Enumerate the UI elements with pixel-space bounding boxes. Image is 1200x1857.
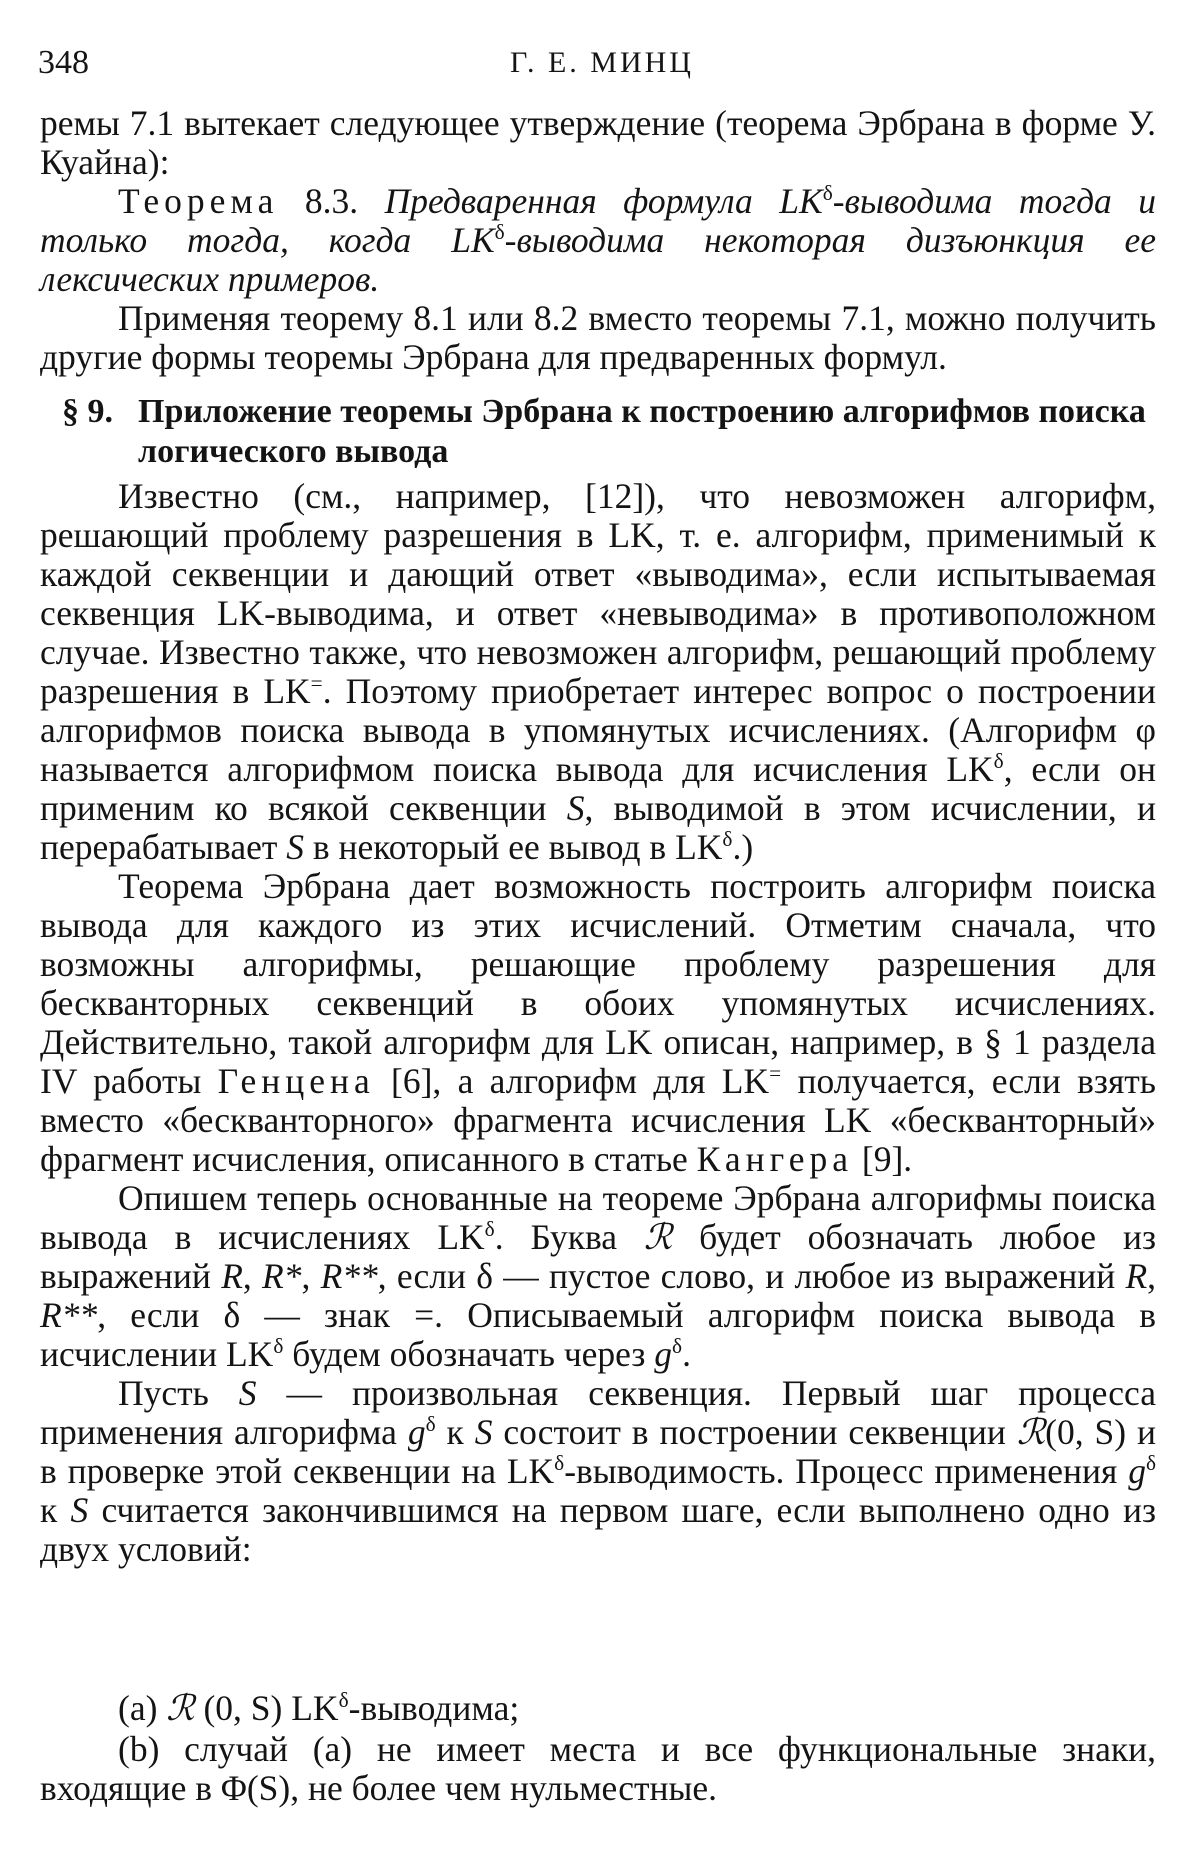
text-run: будет обозначать любое из выражений (40, 1217, 1156, 1296)
delta-sup: δ (338, 1688, 349, 1713)
delta-sup: δ (993, 749, 1004, 774)
theorem-label: Теорема (118, 181, 279, 221)
text-run: к (40, 1490, 71, 1530)
text-run: получается, если взять вместо «бескванторного» фрагмента исчисления LK «бескванторный» фрагмент исчисления, описанного в статье (40, 1061, 1156, 1179)
text-run: Теорема Эрбрана дает возможность построить алгорифм поиска вывода для каждого из этих исчислений. Отметим сначала, что возможны алгорифмы, решающие проблему разрешения для бескванторных секвенций в обоих упомянутых исчислениях. Действительно, такой алгорифм для LK описан, например, в § 1 раздела IV работы (40, 866, 1156, 1101)
script-R: ℛ (643, 1217, 673, 1257)
expr-R-star-star: R** (320, 1256, 378, 1296)
author-gentzen: Генцена (217, 1061, 375, 1101)
paragraph-describe: Опишем теперь основанные на теореме Эрбрана алгорифмы поиска вывода в исчислениях $LK^\delta$. Буква ℛ будет обозначать любое из выражений R, R*, R**, если δ — пустое слово, и любое из выражений R, R**, если δ — знак =. Описываемый алгорифм поиска вывода в исчислении $LK^\delta$ будем обозначать через $g^\delta$. (40, 1178, 1157, 1374)
script-R-args: (0, S) (203, 1688, 283, 1728)
delta-sup: δ (722, 827, 733, 852)
text-run: Пусть (118, 1373, 239, 1413)
paragraph-known (40, 477, 1156, 867)
script-R: ℛ (166, 1688, 195, 1728)
text-run: [9]. (853, 1139, 913, 1179)
condition-b (40, 1730, 1156, 1808)
condition-a (118, 1689, 1148, 1728)
theorem-number: 8.3. (304, 181, 359, 221)
expr-R: R (221, 1256, 243, 1296)
expr-R: R (1125, 1256, 1148, 1296)
theorem-8-3 (40, 182, 1156, 299)
text-run: , если он применим ко всякой секвенции (40, 749, 1156, 828)
sequent-S: S (70, 1490, 89, 1530)
delta-sup: δ (425, 1412, 436, 1437)
script-R: ℛ (1016, 1412, 1046, 1452)
text-upper (40, 104, 1156, 377)
delta-sup: δ (273, 1334, 284, 1359)
algorithm-g: g (1128, 1451, 1146, 1491)
text-run: и в проверке этой секвенции на LK (40, 1412, 1156, 1491)
text-run: к (435, 1412, 475, 1452)
page-header (38, 44, 1166, 84)
condition-label: (b) (118, 1729, 160, 1769)
section-heading (62, 392, 1152, 472)
delta-sup: δ (484, 1217, 495, 1242)
section-title: Приложение теоремы Эрбрана к построению алгорифмов поиска логического вывода (138, 393, 1146, 470)
expr-R-star: R* (262, 1256, 302, 1296)
sequent-S: S (286, 827, 304, 867)
delta-sup: δ (554, 1451, 565, 1476)
running-head: Г. Е. МИНЦ (510, 46, 694, 79)
text-run: . (682, 1334, 691, 1374)
section-number: § 9. (62, 393, 113, 430)
sequent-S: S (566, 788, 585, 828)
sequent-S: S (474, 1412, 493, 1452)
text-run: . Поэтому приобретает интерес вопрос о построении алгорифмов поиска вывода в упомянутых исчислениях. (Алгорифм φ называется алгорифмом поиска вывода для исчисления LK (40, 671, 1156, 789)
eq-sup: = (310, 671, 323, 696)
condition-label: (a) (118, 1688, 158, 1728)
paragraph-applying: Применяя теорему 8.1 или 8.2 вместо теоремы 7.1, можно получить другие формы теоремы Эрбрана для предваренных формул. (40, 298, 1156, 377)
text-run: [6], а алгорифм для LK (374, 1061, 770, 1101)
text-run: — произвольная секвенция. Первый шаг процесса применения алгорифма (40, 1373, 1156, 1452)
text-run: будем обозначать через (283, 1334, 655, 1374)
paragraph-herbrand (40, 867, 1156, 1179)
delta-sup: δ (672, 1334, 683, 1359)
paragraph-let-S (40, 1374, 1156, 1569)
author-kanger: Кангера (696, 1139, 853, 1179)
delta-sup: δ (494, 220, 505, 245)
theorem-text-2: -выводима тогда и только тогда, когда LK (40, 181, 1157, 260)
text-run: Опишем теперь основанные на теореме Эрбрана алгорифмы поиска вывода в исчислениях LK (40, 1178, 1156, 1257)
delta-sup: δ (1145, 1451, 1157, 1476)
paragraph-continuation: ремы 7.1 вытекает следующее утверждение (теорема Эрбрана в форме У. Куайна): (40, 103, 1156, 182)
sequent-S: S (238, 1373, 257, 1413)
text-run: , выводимой в этом исчислении, и перерабатывает (40, 788, 1156, 867)
eq-sup: = (769, 1061, 782, 1086)
text-run: , если δ — знак =. Описываемый алгорифм поиска вывода в исчислении LK (40, 1295, 1156, 1374)
text-run: , если δ — пустое слово, и любое из выражений (377, 1256, 1126, 1296)
text-run: -выводима; (348, 1688, 520, 1728)
text-run: . Буква (494, 1217, 644, 1257)
text-run: -выводимость. Процесс применения (564, 1451, 1129, 1491)
expr-R-star-star: R** (40, 1295, 98, 1335)
theorem-text-3: -выводима некоторая дизъюнкция ее лексических примеров. (40, 220, 1156, 299)
text-run: LK (282, 1688, 339, 1728)
text-run: .) (732, 827, 754, 867)
theorem-text-1: Предваренная формула LK (384, 181, 823, 221)
algorithm-g: g (407, 1412, 426, 1452)
text-run: в некоторый ее вывод в LK (303, 827, 723, 867)
page-number: 348 (38, 44, 89, 81)
text-run: считается закончившимся на первом шаге, если выполнено одно из двух условий: (40, 1490, 1157, 1569)
text-run: Известно (см., например, [12]), что невозможен алгорифм, решающий проблему разрешения в LK, т. е. алгорифм, применимый к каждой секвенции и дающий ответ «выводима», если испытываемая секвенция LK-выводима, и ответ «невыводима» в противоположном случае. Известно также, что невозможен алгорифм, решающий проблему разрешения в LK (40, 476, 1156, 711)
text-run: случай (a) не имеет места и все функциональные знаки, входящие в Φ(S), не более чем нульместные. (40, 1729, 1156, 1808)
delta-sup: δ (822, 181, 833, 206)
algorithm-g: g (654, 1334, 673, 1374)
text-main (40, 477, 1156, 1569)
script-R-args: (0, S) (1045, 1412, 1127, 1452)
text-run: состоит в построении секвенции (492, 1412, 1017, 1452)
